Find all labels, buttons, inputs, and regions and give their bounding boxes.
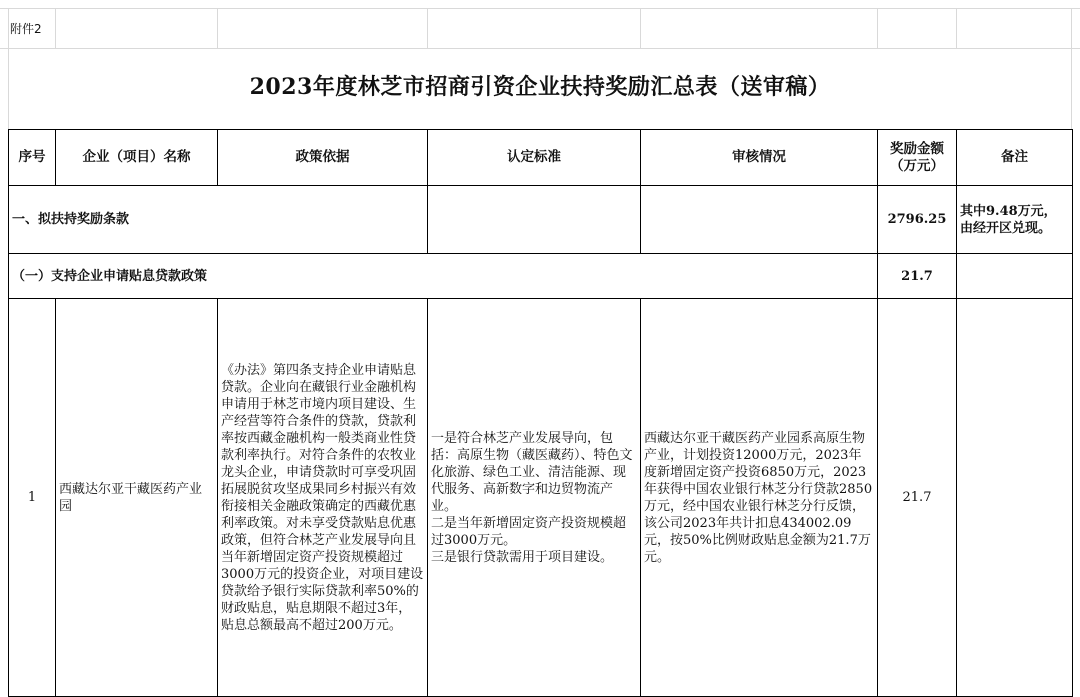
grid-line [640,8,641,48]
grid-line [8,8,9,129]
grid-line [1071,8,1072,129]
section-label: 一、拟扶持奖励条款 [9,186,428,254]
subsection-label: （一）支持企业申请贴息贷款政策 [9,254,878,299]
grid-line [956,8,957,48]
row-name: 西藏达尔亚干藏医药产业园 [56,299,218,697]
subsection-row [9,254,1073,299]
section-criteria-empty [428,186,641,254]
header-name: 企业（项目）名称 [56,130,218,186]
row-seq: 1 [9,299,56,697]
row-review: 西藏达尔亚干藏医药产业园系高原生物产业，计划投资12000万元，2023年度新增固定资产投资6850万元，2023年获得中国农业银行林芝分行贷款2850万元，经中国农业银行林芝分行反馈，该公司2023年共计扣息434002.09元，按50%比例财政贴息金额为21.7万元。 [641,299,878,697]
section-review-empty [641,186,878,254]
grid-line [427,8,428,48]
row-criteria: 一是符合林芝产业发展导向，包括：高原生物（藏医藏药）、特色文化旅游、绿色工业、清洁能源、现代服务、高新数字和边贸物流产业。 二是当年新增固定资产投资规模超过3000万元。 三是银行贷款需用于项目建设。 [428,299,641,697]
subsection-amount: 21.7 [878,254,957,299]
summary-table [8,129,1073,697]
header-amount: 奖励金额（万元） [878,130,957,186]
header-review: 审核情况 [641,130,878,186]
row-policy: 《办法》第四条支持企业申请贴息贷款。企业向在藏银行业金融机构申请用于林芝市境内项目建设、生产经营等符合条件的贷款，贷款利率按西藏金融机构一般类商业性贷款利率执行。对符合条件的农牧业龙头企业，申请贷款时可享受巩固拓展脱贫攻坚成果同乡村振兴有效衔接相关金融政策确定的西藏优惠利率政策。对未享受贷款贴息优惠政策，但符合林芝产业发展导向且当年新增固定资产投资规模超过3000万元的投资企业，对项目建设贷款给予银行实际贷款利率50%的财政贴息，贴息期限不超过3年，贴息总额最高不超过200万元。 [218,299,428,697]
row-amount: 21.7 [878,299,957,697]
subsection-note-empty [957,254,1073,299]
grid-line [217,8,218,48]
section-amount: 2796.25 [878,186,957,254]
grid-line [0,8,1080,9]
page-title: 2023年度林芝市招商引资企业扶持奖励汇总表（送审稿） [249,74,831,100]
header-seq: 序号 [9,130,56,186]
table-row [9,299,1073,697]
header-criteria: 认定标准 [428,130,641,186]
grid-line [877,8,878,48]
section-row [9,186,1073,254]
header-policy: 政策依据 [218,130,428,186]
header-note: 备注 [957,130,1073,186]
grid-line [55,8,56,48]
attachment-label: 附件2 [10,22,42,36]
table-header-row [9,130,1073,186]
grid-line [0,48,1080,49]
row-note [957,299,1073,697]
section-note: 其中9.48万元，由经开区兑现。 [957,186,1073,254]
